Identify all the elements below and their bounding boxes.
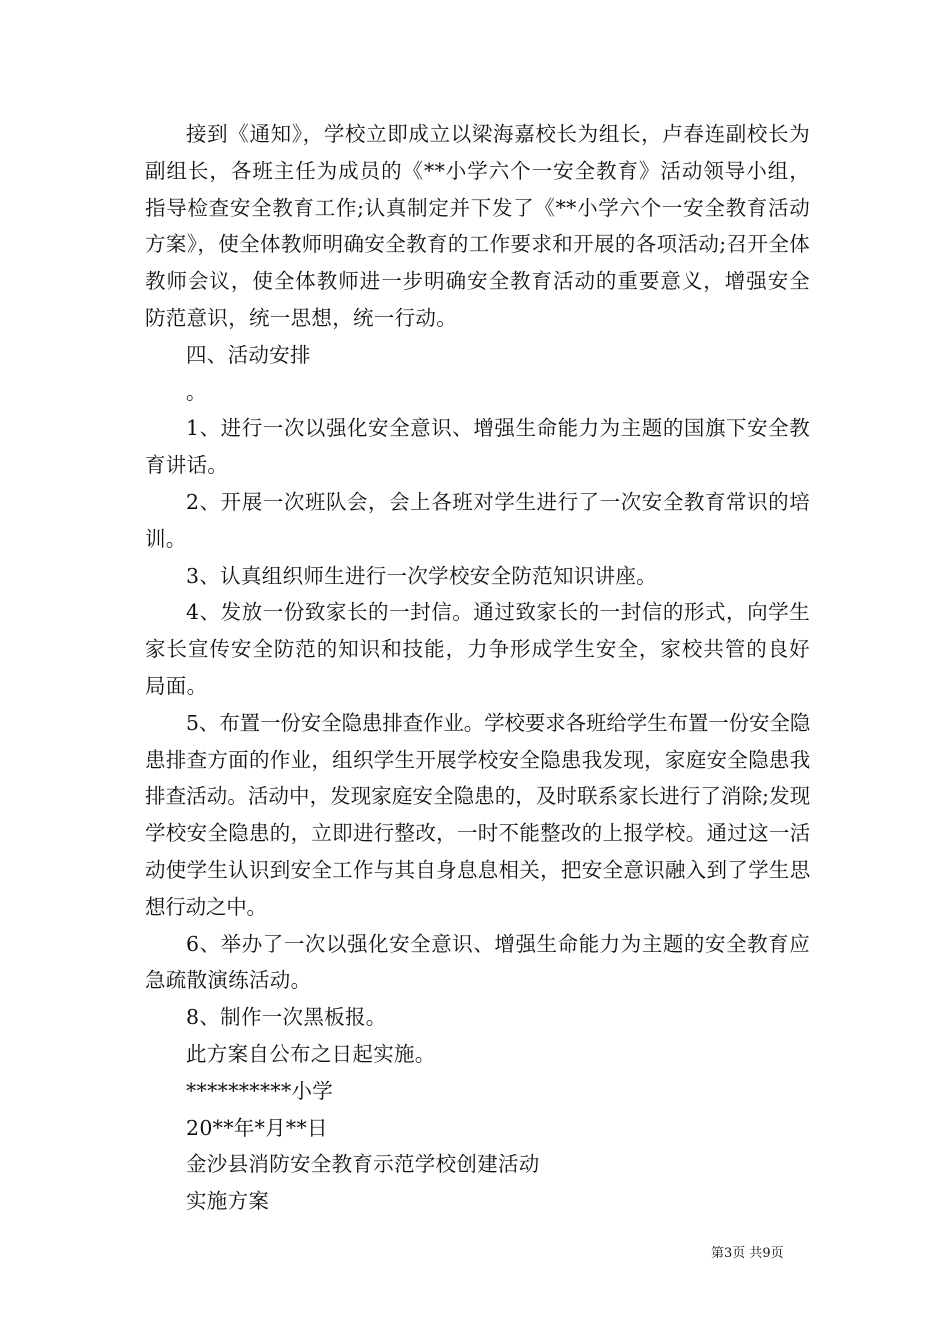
document-body	[145, 116, 810, 1220]
page-number: 第3页 共9页	[711, 1246, 784, 1261]
paragraph-item-6: 6、举办了一次以强化安全意识、增强生命能力为主题的安全教育应急疏散演练活动。	[145, 931, 810, 993]
paragraph-item-5: 5、布置一份安全隐患排查作业。学校要求各班给学生布置一份安全隐患排查方面的作业，组织学生开展学校安全隐患我发现，家庭安全隐患我排查活动。活动中，发现家庭安全隐患的，及时联系家长进行了消除;发现学校安全隐患的，立即进行整改，一时不能整改的上报学校。通过这一活动使学生认识到安全工作与其自身息息相关，把安全意识融入到了学生思想行动之中。	[145, 710, 810, 919]
paragraph-item-1: 1、进行一次以强化安全意识、增强生命能力为主题的国旗下安全教育讲话。	[145, 416, 810, 478]
section-heading-activity-plan: 四、活动安排	[186, 342, 311, 367]
next-document-title: 金沙县消防安全教育示范学校创建活动	[186, 1152, 540, 1177]
paragraph-item-4: 4、发放一份致家长的一封信。通过致家长的一封信的形式，向学生家长宣传安全防范的知识和技能，力争形成学生安全，家校共管的良好局面。	[145, 600, 810, 698]
paragraph-item-3: 3、认真组织师生进行一次学校安全防范知识讲座。	[186, 563, 657, 588]
paragraph-item-8: 8、制作一次黑板报。	[186, 1005, 387, 1030]
paragraph-item-2: 2、开展一次班队会，会上各班对学生进行了一次安全教育常识的培训。	[145, 489, 810, 551]
signature-date: 20**年*月**日	[186, 1115, 328, 1140]
paragraph-effective-date: 此方案自公布之日起实施。	[186, 1041, 436, 1066]
paragraph-leadership-group: 接到《通知》，学校立即成立以梁海嘉校长为组长，卢春连副校长为副组长，各班主任为成员的《**小学六个一安全教育》活动领导小组，指导检查安全教育工作;认真制定并下发了《**小学六个一安全教育活动方案》，使全体教师明确安全教育的工作要求和开展的各项活动;召开全体教师会议，使全体教师进一步明确安全教育活动的重要意义，增强安全防范意识，统一思想，统一行动。	[145, 122, 810, 330]
next-document-subtitle: 实施方案	[186, 1189, 270, 1214]
paragraph-period: 。	[186, 379, 207, 404]
signature-school: **********小学	[186, 1078, 334, 1103]
